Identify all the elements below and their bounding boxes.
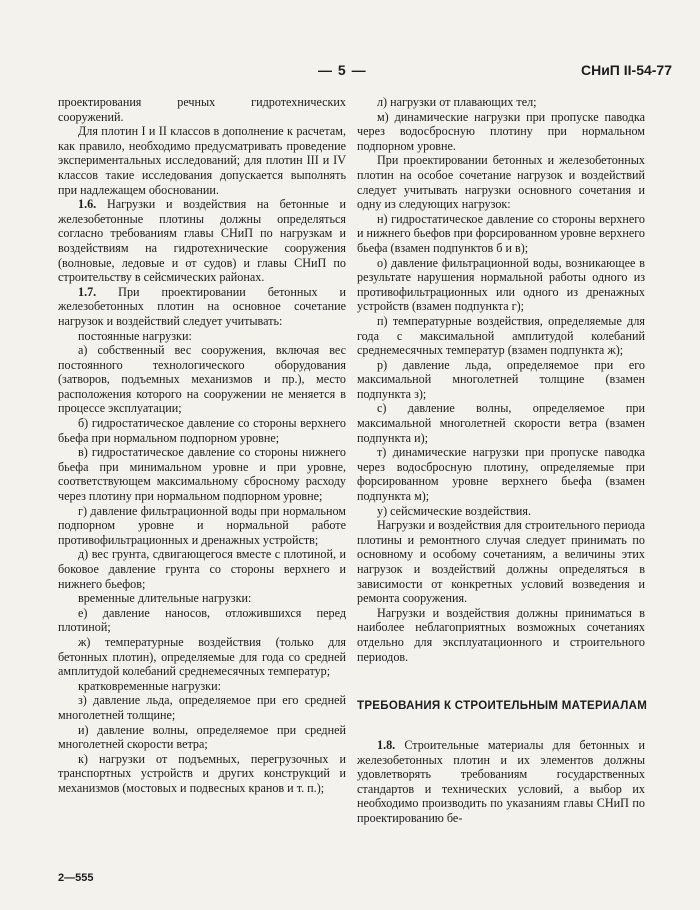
page-number: — 5 — [318, 62, 367, 78]
paragraph: Для плотин I и II классов в дополнение к расчетам, как правило, необходимо предусматривать проведение экспериментальных исследований; для плотин III и IV классов такие исследования допускается выполнять при надлежащем обосновании. [58, 124, 346, 197]
list-item: у) сейсмические воздействия. [377, 503, 532, 518]
subheading: постоянные нагрузки: [78, 328, 192, 343]
clause-1-7 [58, 285, 346, 329]
subheading: кратковременные нагрузки: [78, 678, 221, 693]
list-item: д) вес грунта, сдвигающегося вместе с плотиной, и боковое давление грунта со стороны верхнего и нижнего бьефов; [58, 547, 346, 591]
list-item: с) давление волны, определяемое при максимальной многолетней скорости ветра (взамен подпункта и); [357, 401, 645, 445]
list-item: и) давление волны, определяемое при средней многолетней скорости ветра; [58, 722, 346, 752]
list-item: п) температурные воздействия, определяемые для года с максимальной амплитудой колебаний среднемесячных температур (взамен подпункта ж); [357, 313, 645, 358]
left-column [58, 95, 346, 796]
list-item: р) давление льда, определяемое при его максимальной многолетней толщине (взамен подпункта з); [357, 357, 645, 401]
clause-1-8 [357, 738, 645, 826]
subheading: временные длительные нагрузки: [78, 591, 252, 606]
list-item: з) давление льда, определяемое при его средней многолетней толщине; [58, 693, 346, 722]
right-column [357, 95, 645, 664]
paragraph: При проектировании бетонных и железобетонных плотин на особое сочетание нагрузок и воздействий следует учитывать нагрузки основного сочетания и одну из следующих нагрузок: [357, 153, 645, 212]
clause-number: 1.7. [78, 284, 97, 299]
list-item: т) динамические нагрузки при пропуске паводка через водосбросную плотину, определяемые при форсированном уровне верхнего бьефа (взамен подпункта м); [357, 445, 645, 504]
paragraph: Нагрузки и воздействия для строительного периода плотины и ремонтного случая следует принимать по основному и особому сочетаниям, а величины этих нагрузок и воздействий должны определяться в зависимости от конкретных условий возведения и ремонта сооружения. [357, 518, 645, 606]
list-item: л) нагрузки от плавающих тел; [377, 95, 537, 109]
signature-mark: 2—555 [58, 872, 94, 884]
list-item: ж) температурные воздействия (только для бетонных плотин), определяемые для года со средней амплитудой колебаний среднемесячных температур; [58, 634, 346, 679]
document-code: СНиП II-54-77 [580, 62, 672, 78]
clause-text: При проектировании бетонных и железобетонных плотин на основное сочетание нагрузок и воздействий следует учитывать: [58, 284, 346, 328]
list-item: к) нагрузки от подъемных, перегрузочных и транспортных устройств и других конструкций и механизмов (мостовых и подвесных кранов и т. п.); [58, 751, 346, 795]
clause-number: 1.6. [78, 197, 97, 212]
paragraph: Нагрузки и воздействия должны приниматься в наиболее неблагоприятных возможных сочетаниях отдельно для эксплуатационного и строительного периодов. [357, 605, 645, 664]
clause-text: Строительные материалы для бетонных и железобетонных плотин и их элементов должны удовлетворять требованиям государственных стандартов и технических условий, а выбор их необходимо производить по указаниям главы СНиП по проектированию бе- [357, 738, 645, 825]
section-heading: ТРЕБОВАНИЯ К СТРОИТЕЛЬНЫМ МАТЕРИАЛАМ [357, 700, 648, 712]
list-item: а) собственный вес сооружения, включая вес постоянного технологического оборудования (затворов, подъемных механизмов и пр.), место расположения которого на сооружении не меняется в процессе эксплуатации; [58, 343, 346, 416]
list-item: г) давление фильтрационной воды при нормальном подпорном уровне и нормальной работе противофильтрационных и дренажных устройств; [58, 503, 346, 547]
clause-number: 1.8. [377, 738, 396, 752]
list-item: м) динамические нагрузки при пропуске паводка через водосбросную плотину при нормальном подпорном уровне. [357, 109, 645, 153]
list-item: в) гидростатическое давление со стороны нижнего бьефа при минимальном уровне и при уровне, соответствующем максимальному сбросному расходу через плотину при нормальном подпорном уровне; [58, 445, 346, 504]
right-column-lower [357, 738, 645, 826]
list-item: о) давление фильтрационной воды, возникающее в результате нарушения нормальной работы одного из противофильтрационных или одного из дренажных устройств (взамен подпункта г); [357, 255, 645, 314]
paragraph: проектирования речных гидротехнических сооружений. [58, 95, 346, 124]
list-item: н) гидростатическое давление со стороны верхнего и нижнего бьефов при форсированном уровне верхнего бьефа (взамен подпунктов б и в); [357, 211, 645, 255]
list-item: е) давление наносов, отложившихся перед плотиной; [58, 605, 346, 635]
clause-1-6 [58, 197, 346, 285]
clause-text: Нагрузки и воздействия на бетонные и железобетонные плотины должны определяться согласно требованиям главы СНиП по нагрузкам и воздействиям на гидротехнические сооружения (волновые, ледовые и от судов) и главы СНиП по строительству в сейсмических районах. [58, 197, 346, 285]
list-item: б) гидростатическое давление со стороны верхнего бьефа при нормальном подпорном уровне; [58, 416, 346, 445]
